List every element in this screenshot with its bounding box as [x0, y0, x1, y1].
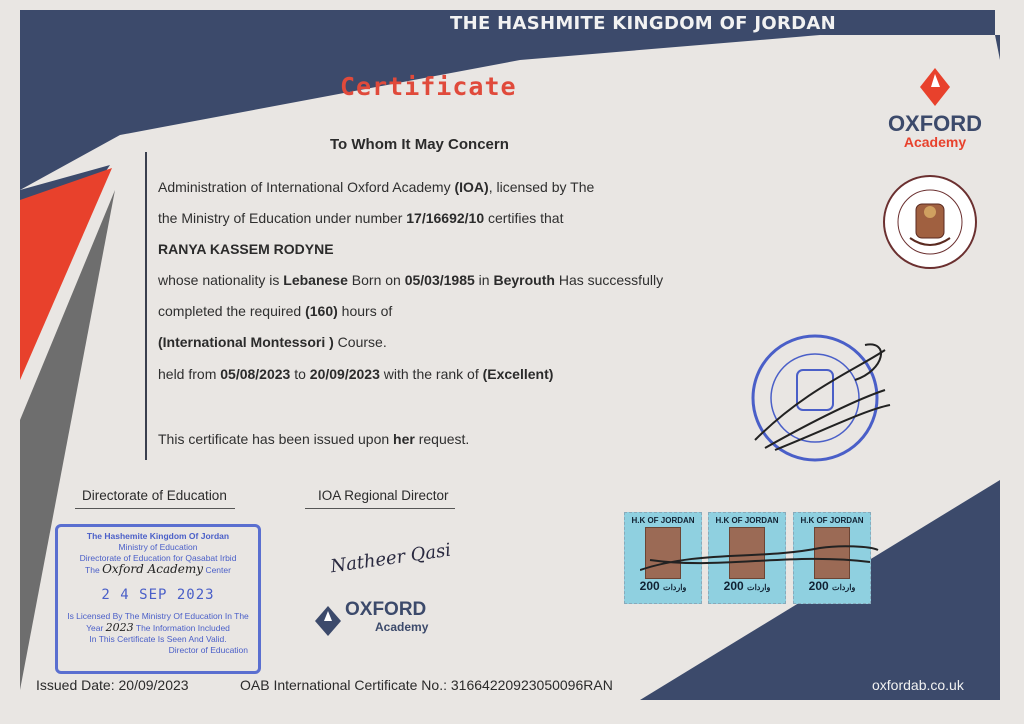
body-line-5: completed the required (160) hours of: [158, 303, 393, 319]
oxford-logo: [880, 68, 990, 149]
directorate-stamp: [55, 524, 261, 674]
website: oxfordab.co.uk: [872, 677, 964, 693]
diamond-logo-small-icon: [315, 606, 341, 636]
certificate-title: Certificate: [340, 72, 517, 101]
stamp-line-4: The Oxford Academy Center: [85, 562, 231, 576]
stamp-line-8: In This Certificate Is Seen And Valid.: [89, 634, 227, 644]
body-line-2: the Ministry of Education under number 17/16692/10 certifies that: [158, 210, 564, 226]
directorate-underline: [75, 508, 235, 509]
logo-sub: Academy: [903, 134, 967, 150]
stamp-cancel-scribble: [640, 540, 880, 580]
recipient-name: RANYA KASSEM RODYNE: [158, 241, 334, 257]
body-line-4: whose nationality is Lebanese Born on 05/03/1985 in Beyrouth Has successfully: [158, 272, 664, 288]
stamp-line-3: Directorate of Education for Qasabat Irbid: [79, 553, 237, 563]
director-signature: Natheer Qasi: [329, 539, 453, 578]
body-line-1: Administration of International Oxford Academy (IOA), licensed by The: [158, 179, 595, 195]
revenue-stamp-3: H.K OF JORDAN 200 واردات: [793, 512, 871, 604]
stamp-line-7: Year 2023 The Information Included: [86, 621, 230, 634]
certificate-number: OAB International Certificate No.: 31664220923050096RAN: [240, 677, 613, 693]
issued-date: Issued Date: 20/09/2023: [36, 677, 189, 693]
stamp-line-1: The Hashemite Kingdom Of Jordan: [86, 531, 230, 541]
logo-small-sub: Academy: [375, 620, 429, 634]
body-line-6: (International Montessori ) Course.: [158, 334, 387, 350]
body-line-8: This certificate has been issued upon her request.: [158, 431, 470, 447]
round-stamp-icon: [745, 330, 895, 470]
revenue-stamp-1: H.K OF JORDAN 200 واردات: [624, 512, 702, 604]
stamp-line-6: Is Licensed By The Ministry Of Education In The: [67, 611, 249, 621]
body-accent-bar: [145, 152, 147, 460]
logo-small-name: OXFORD: [345, 599, 427, 620]
director-underline: [305, 508, 455, 509]
directorate-label: Directorate of Education: [82, 488, 227, 503]
stamp-line-9: Director of Education: [168, 645, 248, 655]
stamp-date: 2 4 SEP 2023: [101, 587, 215, 603]
greeting: To Whom It May Concern: [330, 136, 509, 153]
stamp-line-2: Ministry of Education: [118, 542, 198, 552]
logo-name: OXFORD: [887, 111, 983, 136]
revenue-stamp-2: H.K OF JORDAN 200 واردات: [708, 512, 786, 604]
diamond-logo-icon: [918, 68, 952, 106]
banner-title: THE HASHMITE KINGDOM OF JORDAN: [450, 13, 836, 34]
ministry-seal-icon: [880, 172, 980, 272]
director-label: IOA Regional Director: [318, 488, 449, 503]
body-line-7: held from 05/08/2023 to 20/09/2023 with the rank of (Excellent): [158, 366, 554, 382]
